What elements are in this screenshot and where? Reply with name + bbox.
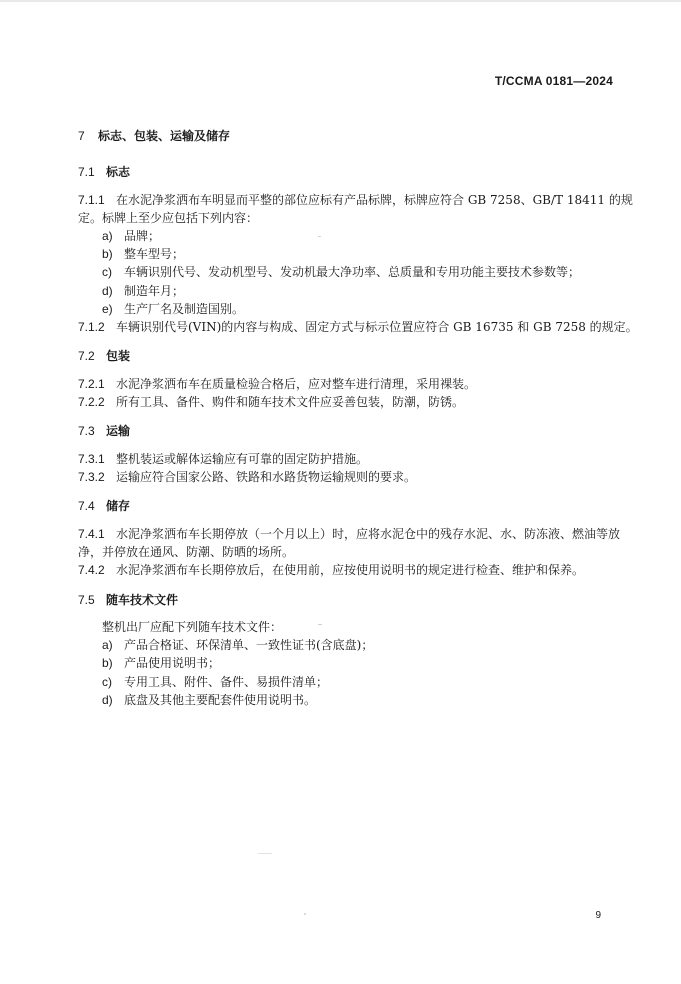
list-item [102,229,160,243]
clause-7-3-2 [78,470,416,484]
list-marker: e) [102,302,113,316]
clause-number: 7.3.1 [78,452,105,466]
subsection-number: 7.4 [78,499,95,513]
clause-number: 7.1.2 [78,320,105,334]
list-item [102,656,220,670]
section-number: 7 [78,129,85,143]
subsection-title: 随车技术文件 [106,593,179,607]
section-7-heading [78,129,230,143]
list-item [102,247,184,261]
clause-7-1-2 [78,320,638,334]
list-item [102,302,244,316]
clause-7-1-1-line-2: 定。标牌上至少应包括下列内容： [78,211,259,225]
scan-speck [258,853,272,854]
list-marker: d) [102,693,113,707]
subsection-number: 7.5 [78,593,95,607]
clause-number: 7.4.1 [78,527,105,541]
list-marker: c) [102,265,112,279]
subsection-7-5-heading [78,593,178,607]
clause-number: 7.2.1 [78,377,105,391]
section-title: 标志、包装、运输及储存 [98,129,231,143]
list-marker: c) [102,675,112,689]
list-item-text: 车辆识别代号、发动机型号、发动机最大净功率、总质量和专用功能主要技术参数等； [124,265,581,279]
list-marker: b) [102,656,113,670]
list-item-text: 生产厂名及制造国别。 [124,302,245,316]
clause-7-2-1 [78,377,476,391]
subsection-title: 标志 [106,165,131,179]
clause-7-4-1-line-2: 净，并停放在通风、防潮、防晒的场所。 [78,545,295,559]
clause-7-3-1 [78,452,368,466]
page-top-edge [0,0,681,2]
list-item [102,675,328,689]
list-item-text: 产品合格证、环保清单、一致性证书(含底盘)； [124,638,374,652]
clause-number: 7.3.2 [78,470,105,484]
clause-7-1-1-line-1 [78,193,633,207]
list-marker: b) [102,247,113,261]
clause-number: 7.2.2 [78,395,105,409]
list-item [102,265,580,279]
list-item-text: 制造年月； [124,284,185,298]
clause-text: 整机装运或解体运输应有可靠的固定防护措施。 [116,452,369,466]
clause-text: 所有工具、备件、购件和随车技术文件应妥善包装，防潮，防锈。 [116,395,465,409]
list-marker: d) [102,284,113,298]
list-item-text: 品牌； [124,229,161,243]
subsection-title: 包装 [106,349,131,363]
subsection-7-4-heading [78,499,130,513]
list-item-text: 专用工具、附件、备件、易损件清单； [124,675,329,689]
clause-7-2-2 [78,395,464,409]
clause-text: 运输应符合国家公路、铁路和水路货物运输规则的要求。 [116,470,417,484]
subsection-title: 储存 [106,499,131,513]
scan-speck [318,236,321,237]
list-item [102,284,184,298]
subsection-title: 运输 [106,424,131,438]
scan-speck [304,913,306,915]
list-item-text: 产品使用说明书； [124,656,221,670]
list-item [102,638,373,652]
clause-7-4-1-line-1 [78,527,620,541]
standard-code-header: T/CCMA 0181—2024 [494,74,613,88]
clause-7-4-2 [78,563,584,577]
list-item-text: 底盘及其他主要配套件使用说明书。 [124,693,317,707]
clause-text: 车辆识别代号(VIN)的内容与构成、固定方式与标示位置应符合 GB 16735 和 GB 7258 的规定。 [116,320,638,334]
list-marker: a) [102,229,113,243]
list-item-text: 整车型号； [124,247,185,261]
clause-number: 7.4.2 [78,563,105,577]
clause-text: 在水泥净浆洒布车明显而平整的部位应标有产品标牌，标牌应符合 GB 7258、GB/T 18411 的规 [116,193,633,207]
page-number: 9 [595,910,601,921]
clause-text: 水泥净浆洒布车长期停放后，在使用前，应按使用说明书的规定进行检查、维护和保养。 [116,563,585,577]
clause-7-5-intro: 整机出厂应配下列随车技术文件： [102,620,283,634]
clause-text: 水泥净浆洒布车在质量检验合格后，应对整车进行清理，采用裸装。 [116,377,477,391]
scan-speck [318,624,322,625]
list-marker: a) [102,638,113,652]
subsection-number: 7.3 [78,424,95,438]
subsection-number: 7.2 [78,349,95,363]
subsection-7-3-heading [78,424,130,438]
subsection-7-2-heading [78,349,130,363]
list-item [102,693,316,707]
subsection-number: 7.1 [78,165,95,179]
clause-number: 7.1.1 [78,193,105,207]
clause-text: 水泥净浆洒布车长期停放（一个月以上）时，应将水泥仓中的残存水泥、水、防冻液、燃油等放 [116,527,621,541]
subsection-7-1-heading [78,165,130,179]
